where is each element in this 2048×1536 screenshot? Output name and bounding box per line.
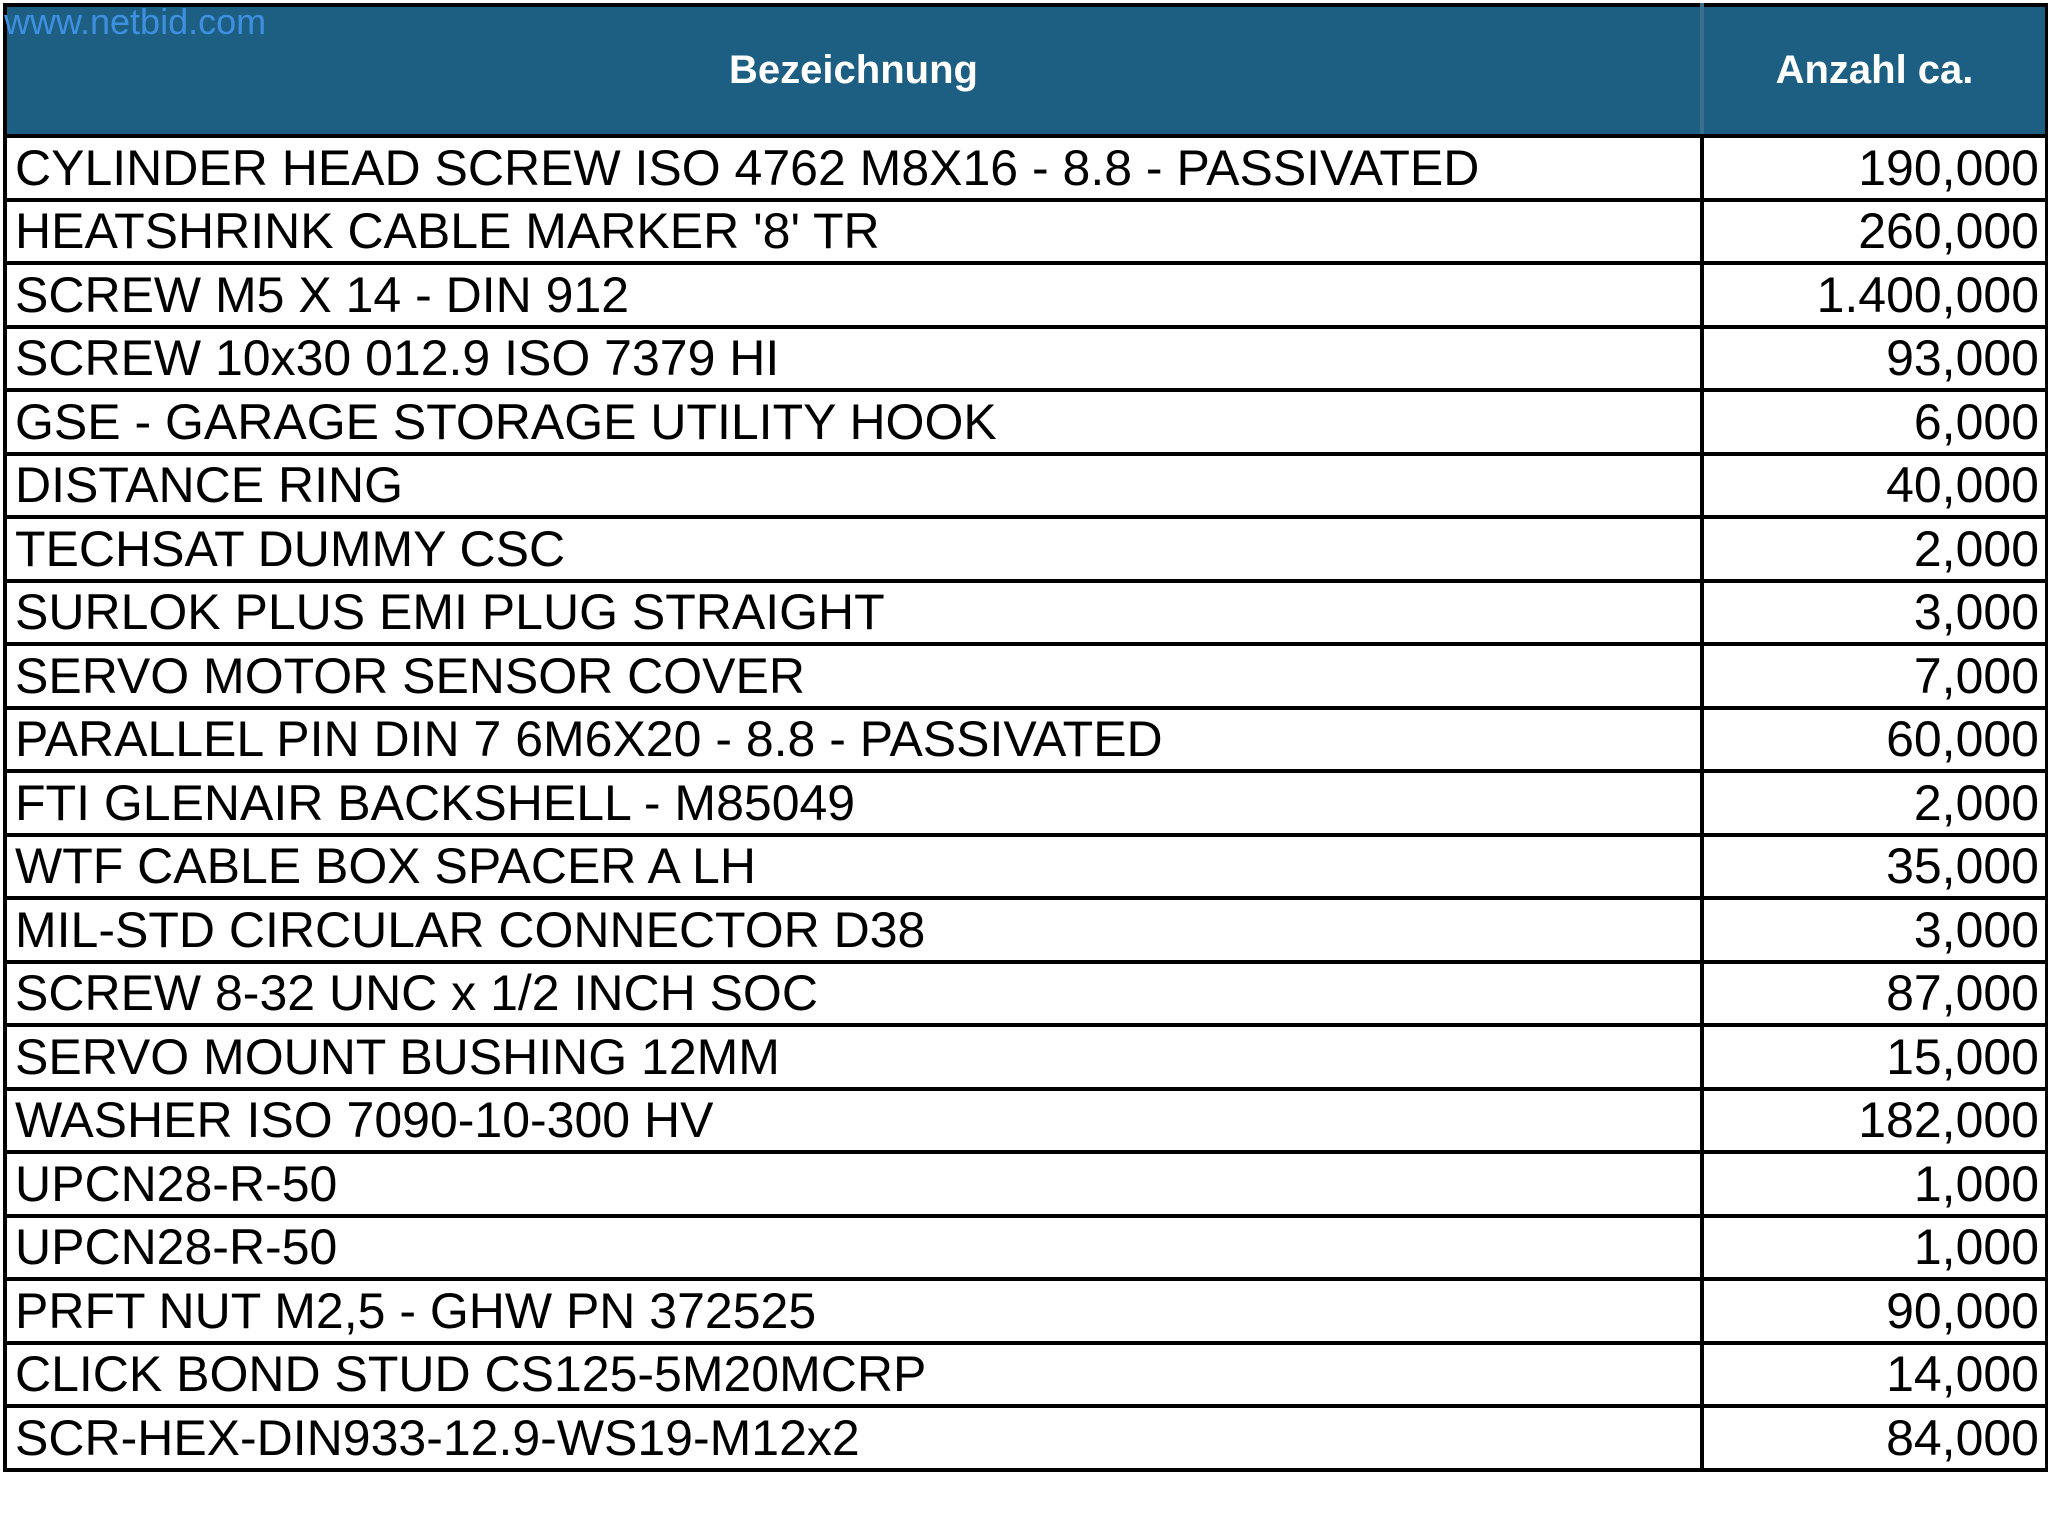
table-row — [5, 835, 2047, 899]
cell-quantity: 3,000 — [1702, 581, 2047, 645]
table-row — [5, 1089, 2047, 1153]
cell-quantity: 260,000 — [1702, 200, 2047, 264]
cell-description: SCR-HEX-DIN933-12.9-WS19-M12x2 — [5, 1406, 1702, 1470]
table-row — [5, 771, 2047, 835]
table-row — [5, 327, 2047, 391]
cell-quantity: 1,000 — [1702, 1152, 2047, 1216]
cell-quantity: 2,000 — [1702, 517, 2047, 581]
column-header-description: Bezeichnung — [5, 5, 1702, 136]
cell-description: PRFT NUT M2,5 - GHW PN 372525 — [5, 1279, 1702, 1343]
table-row — [5, 390, 2047, 454]
cell-quantity: 87,000 — [1702, 962, 2047, 1026]
cell-description: MIL-STD CIRCULAR CONNECTOR D38 — [5, 898, 1702, 962]
table-row — [5, 644, 2047, 708]
cell-description: CLICK BOND STUD CS125-5M20MCRP — [5, 1343, 1702, 1407]
inventory-table — [3, 3, 2048, 1472]
column-header-quantity: Anzahl ca. — [1702, 5, 2047, 136]
watermark-text: www.netbid.com — [4, 1, 267, 42]
cell-quantity: 1,000 — [1702, 1216, 2047, 1280]
table-row — [5, 200, 2047, 264]
cell-description: SERVO MOUNT BUSHING 12MM — [5, 1025, 1702, 1089]
cell-description: SERVO MOTOR SENSOR COVER — [5, 644, 1702, 708]
cell-quantity: 93,000 — [1702, 327, 2047, 391]
cell-quantity: 190,000 — [1702, 136, 2047, 200]
cell-description: FTI GLENAIR BACKSHELL - M85049 — [5, 771, 1702, 835]
cell-description: SCREW M5 X 14 - DIN 912 — [5, 263, 1702, 327]
table-row — [5, 517, 2047, 581]
table-row — [5, 263, 2047, 327]
cell-quantity: 90,000 — [1702, 1279, 2047, 1343]
cell-description: HEATSHRINK CABLE MARKER '8' TR — [5, 200, 1702, 264]
cell-quantity: 7,000 — [1702, 644, 2047, 708]
table-row — [5, 962, 2047, 1026]
cell-quantity: 60,000 — [1702, 708, 2047, 772]
cell-quantity: 1.400,000 — [1702, 263, 2047, 327]
table-row — [5, 136, 2047, 200]
cell-description: PARALLEL PIN DIN 7 6M6X20 - 8.8 - PASSIVATED — [5, 708, 1702, 772]
table-row — [5, 581, 2047, 645]
table-row — [5, 1025, 2047, 1089]
cell-quantity: 6,000 — [1702, 390, 2047, 454]
table-row — [5, 898, 2047, 962]
cell-quantity: 40,000 — [1702, 454, 2047, 518]
cell-description: GSE - GARAGE STORAGE UTILITY HOOK — [5, 390, 1702, 454]
cell-description: UPCN28-R-50 — [5, 1152, 1702, 1216]
table-row — [5, 1343, 2047, 1407]
table-row — [5, 708, 2047, 772]
cell-description: CYLINDER HEAD SCREW ISO 4762 M8X16 - 8.8 - PASSIVATED — [5, 136, 1702, 200]
cell-quantity: 35,000 — [1702, 835, 2047, 899]
cell-description: SURLOK PLUS EMI PLUG STRAIGHT — [5, 581, 1702, 645]
table-row — [5, 454, 2047, 518]
cell-description: WASHER ISO 7090-10-300 HV — [5, 1089, 1702, 1153]
table-row — [5, 1216, 2047, 1280]
cell-quantity: 2,000 — [1702, 771, 2047, 835]
cell-description: SCREW 10x30 012.9 ISO 7379 HI — [5, 327, 1702, 391]
table-row — [5, 1406, 2047, 1470]
cell-description: DISTANCE RING — [5, 454, 1702, 518]
table-header-row — [5, 5, 2047, 136]
cell-quantity: 14,000 — [1702, 1343, 2047, 1407]
cell-description: TECHSAT DUMMY CSC — [5, 517, 1702, 581]
cell-quantity: 15,000 — [1702, 1025, 2047, 1089]
cell-description: UPCN28-R-50 — [5, 1216, 1702, 1280]
cell-quantity: 84,000 — [1702, 1406, 2047, 1470]
table-row — [5, 1152, 2047, 1216]
cell-description: SCREW 8-32 UNC x 1/2 INCH SOC — [5, 962, 1702, 1026]
cell-quantity: 3,000 — [1702, 898, 2047, 962]
table-row — [5, 1279, 2047, 1343]
cell-quantity: 182,000 — [1702, 1089, 2047, 1153]
cell-description: WTF CABLE BOX SPACER A LH — [5, 835, 1702, 899]
